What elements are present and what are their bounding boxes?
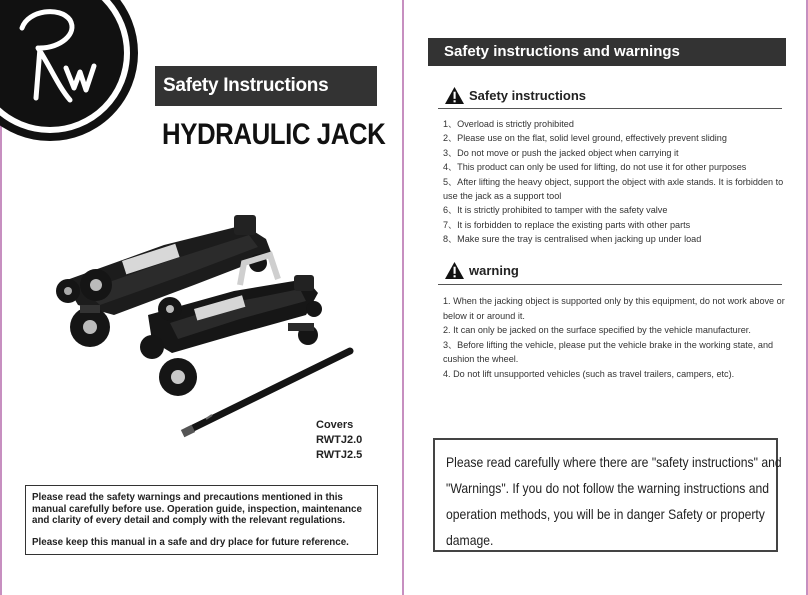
list-item: 5、After lifting the heavy object, support the object with axle stands. It is forbidden to use the jack as a support tool (443, 176, 784, 202)
divider (438, 108, 782, 109)
divider (438, 284, 782, 285)
section-header: Safety instructions and warnings (428, 38, 786, 66)
read-carefully-box (433, 438, 782, 552)
list-item: 3、Before lifting the vehicle, please put the vehicle brake in the working state, and cushion the wheel. (443, 339, 774, 365)
model-rwtj20: RWTJ2.0 (316, 434, 363, 446)
safety-list (443, 117, 788, 247)
warning-triangle-icon (444, 261, 465, 280)
read-box-line: Please read carefully where there are "safety instructions" and (446, 454, 782, 470)
read-box-line: damage. (446, 532, 494, 548)
right-page (404, 0, 808, 595)
list-item: 7、It is forbidden to replace the existing parts with other parts (443, 219, 691, 230)
list-item: 2、Please use on the flat, solid level ground, effectively prevent sliding (443, 133, 727, 144)
list-item: 1、Overload is strictly prohibited (443, 119, 574, 129)
list-item: 2. It can only be jacked on the surface specified by the vehicle manufacturer. (443, 325, 751, 336)
covers-label: Covers (316, 419, 354, 431)
warning-triangle-icon (444, 86, 465, 105)
rw-logo (0, 0, 138, 158)
list-item: 4. Do not lift unsupported vehicles (such as travel trailers, campers, etc). (443, 368, 735, 379)
banner-title: Safety Instructions (155, 66, 377, 106)
model-rwtj25: RWTJ2.5 (316, 449, 363, 461)
safety-instructions-heading (444, 86, 586, 105)
list-item: 6、It is strictly prohibited to tamper with the safety valve (443, 205, 668, 216)
read-warnings-notice (25, 485, 378, 555)
safety-heading-text: Safety instructions (469, 88, 587, 103)
notice-paragraph: Please keep this manual in a safe and dry place for future reference. (32, 536, 349, 548)
product-title: HYDRAULIC JACK (162, 118, 386, 151)
list-item: 8、Make sure the tray is centralised when jacking up under load (443, 234, 702, 245)
list-item: 3、Do not move or push the jacked object when carrying it (443, 147, 679, 158)
warning-heading-text: warning (469, 263, 519, 278)
hydraulic-jack-illustration (44, 205, 366, 445)
notice-paragraph: Please read the safety warnings and precautions mentioned in this manual carefully before use. Operation guide, inspection, maintenance and clarity of every detail and comply with the relevant regulations. (32, 492, 362, 526)
warning-list (443, 294, 788, 382)
read-box-line: "Warnings". If you do not follow the warning instructions and (446, 480, 770, 496)
list-item: 1. When the jacking object is supported only by this equipment, do not work above or below it or around it. (443, 296, 785, 321)
read-box-line: operation methods, you will be in danger Safety or property (446, 506, 765, 522)
warning-heading (444, 261, 519, 280)
covers-models (316, 418, 362, 463)
list-item: 4、This product can only be used for lifting, do not use it for other purposes (443, 162, 747, 173)
